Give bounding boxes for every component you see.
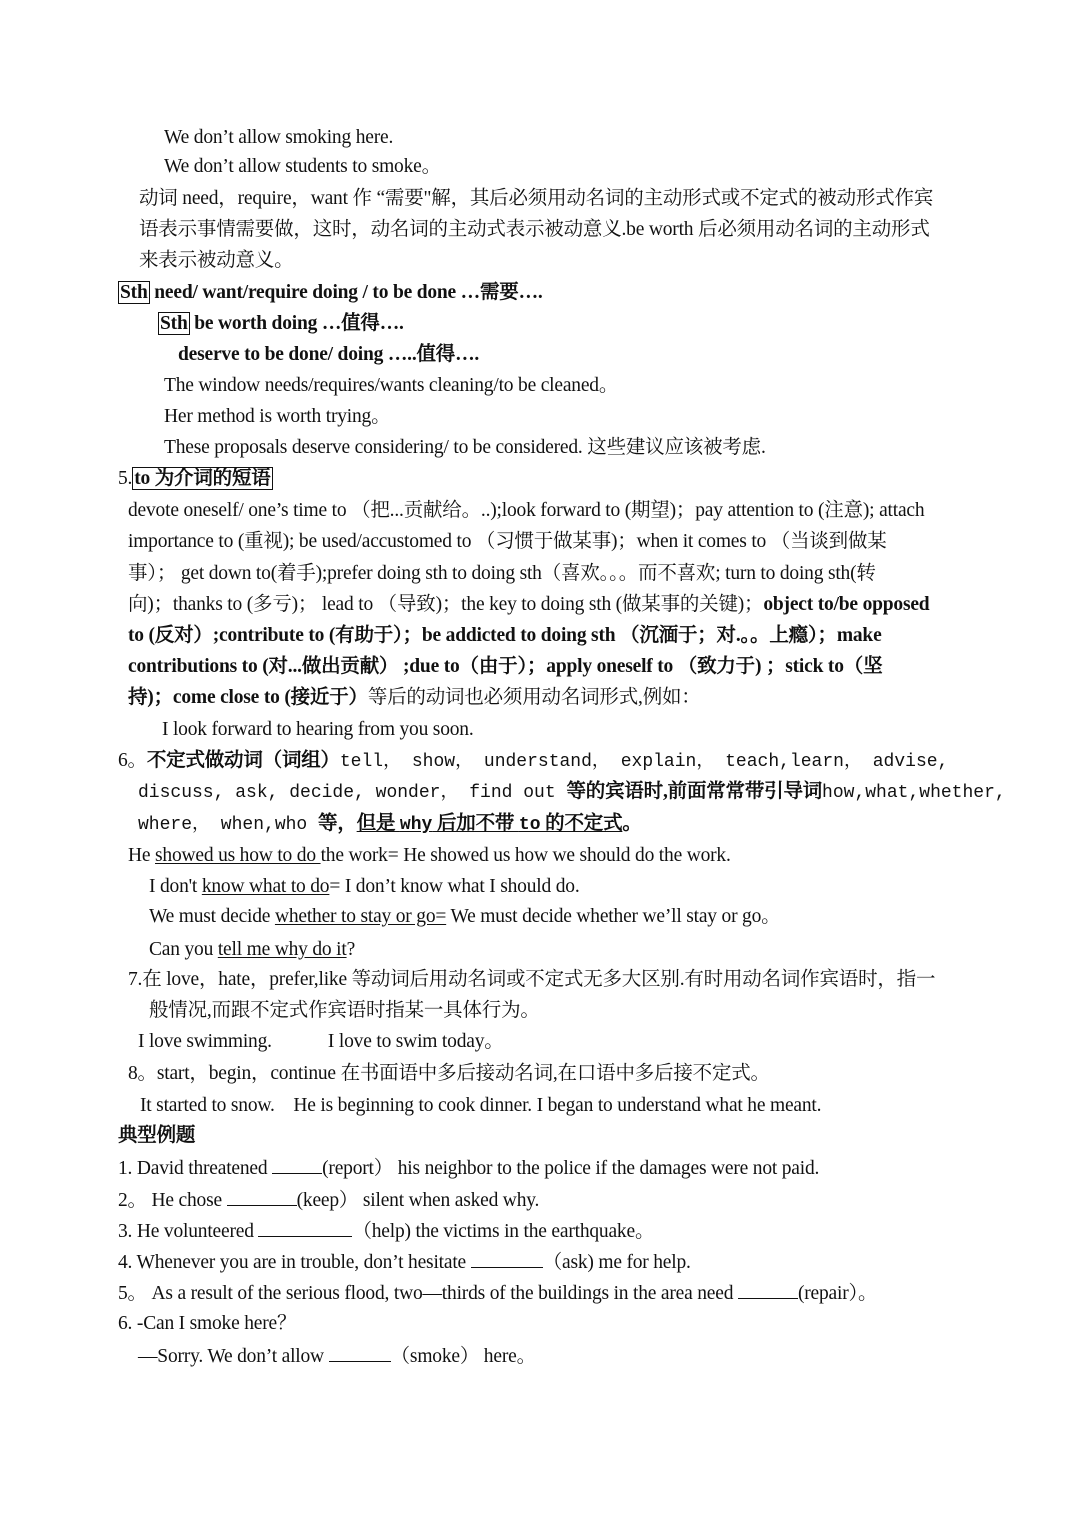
text-run: 2。 He chose bbox=[118, 1190, 227, 1211]
text-run: (report） his neighbor to the police if the damages were not paid. bbox=[322, 1158, 820, 1179]
paragraph-line: 8。start，begin，continue 在书面语中多后接动名词,在口语中多后接不定式。 bbox=[128, 1063, 770, 1084]
paragraph-line: 语表示事情需要做，这时，动名词的主动式表示被动意义.be worth 后必须用动名词的主动形式 bbox=[139, 219, 930, 240]
section-number: 5. bbox=[118, 468, 133, 489]
mono-run: why bbox=[399, 815, 433, 835]
text-run: ? bbox=[346, 939, 356, 960]
text-run: the work= He showed us how we should do the work. bbox=[320, 845, 731, 866]
mono-run: tell， show， understand， explain， teach,learn， advise, bbox=[339, 752, 949, 772]
question-2 bbox=[118, 1187, 539, 1213]
section-number: 6。 bbox=[118, 750, 147, 771]
section-6-line-1 bbox=[118, 749, 948, 774]
paragraph-line: 动词 need，require，want 作 “需要"解，其后必须用动名词的主动形式或不定式的被动形式作宾 bbox=[139, 188, 934, 209]
text-run: 向)；thanks to (多亏)； lead to （导致)；the key to doing sth (做某事的关键)； bbox=[128, 594, 764, 615]
bold-run: 等， bbox=[318, 813, 357, 834]
pattern-need bbox=[118, 281, 543, 305]
answer-blank[interactable] bbox=[329, 1343, 391, 1362]
paragraph-line: 来表示被动意义。 bbox=[139, 250, 294, 271]
underlined-rule bbox=[357, 813, 623, 834]
pattern-worth bbox=[158, 312, 404, 336]
paragraph-line: devote oneself/ one’s time to （把...贡献给。..);look forward to (期望)；pay attention to (注意); attach bbox=[128, 500, 925, 521]
bold-run: 等的宾语时,前面常常带引导词 bbox=[566, 781, 823, 802]
examples-heading: 典型例题 bbox=[118, 1125, 196, 1146]
question-3 bbox=[118, 1218, 654, 1244]
text-run: 5。 As a result of the serious flood, two—thirds of the buildings in the area need bbox=[118, 1283, 738, 1304]
answer-blank[interactable] bbox=[227, 1187, 297, 1206]
section-6-line-2 bbox=[138, 780, 1006, 805]
sth-box: Sth bbox=[160, 313, 188, 334]
text-run: 3. He volunteered bbox=[118, 1221, 259, 1242]
example-sentence bbox=[128, 844, 731, 868]
underlined-run: whether to stay or go= bbox=[274, 906, 447, 927]
text-run: 4. Whenever you are in trouble, don’t hesitate bbox=[118, 1252, 471, 1273]
answer-blank[interactable] bbox=[258, 1218, 352, 1237]
paragraph-line bbox=[128, 686, 701, 710]
paragraph-line: contributions to (对...做出贡献） ;due to（由于）；apply oneself to （致力于) ；stick to（坚 bbox=[128, 656, 883, 677]
mono-run: to bbox=[518, 815, 541, 835]
paragraph-line: to (反对）;contribute to (有助于）；be addicted to doing sth （沉湎于；对.。。上瘾）；make bbox=[128, 625, 882, 646]
text-run: 。 bbox=[622, 813, 642, 834]
section-5-heading bbox=[118, 467, 273, 491]
text-run: 1. David threatened bbox=[118, 1158, 273, 1179]
text-run: 的不定式 bbox=[540, 813, 623, 834]
question-6: 6. -Can I smoke here？ bbox=[118, 1313, 297, 1334]
text-run: We must decide bbox=[149, 906, 275, 927]
section-title-box: to 为介词的短语 bbox=[134, 468, 271, 489]
sth-box: Sth bbox=[120, 282, 148, 303]
text-run: I don't bbox=[149, 876, 202, 897]
question-1 bbox=[118, 1155, 819, 1181]
text-run: 等后的动词也必须用动名词形式,例如： bbox=[367, 687, 701, 708]
paragraph-line: 般情况,而跟不定式作宾语时指某一具体行为。 bbox=[149, 1000, 540, 1021]
text-run: We must decide whether we’ll stay or go。 bbox=[446, 906, 781, 927]
paragraph-line: 事）； get down to(着手);prefer doing sth to doing sth（喜欢。。。而不喜欢; turn to doing sth(转 bbox=[128, 563, 876, 584]
text-run: （help) the victims in the earthquake。 bbox=[352, 1221, 655, 1242]
underlined-run: showed us how to do bbox=[155, 845, 321, 866]
example-sentence: It started to snow. He is beginning to cook dinner. I began to understand what he meant. bbox=[140, 1095, 822, 1116]
example-sentence: Her method is worth trying。 bbox=[164, 406, 391, 427]
text-run: (repair）。 bbox=[797, 1283, 878, 1304]
answer-blank[interactable] bbox=[272, 1155, 322, 1174]
mono-run: discuss, ask, decide, wonder， find out bbox=[138, 783, 567, 803]
text-run: 后加不带 bbox=[432, 813, 519, 834]
text-run: （ask) me for help. bbox=[542, 1252, 691, 1273]
example-sentence: These proposals deserve considering/ to be considered. 这些建议应该被考虑. bbox=[164, 437, 766, 458]
pattern-deserve: deserve to be done/ doing …..值得…. bbox=[178, 344, 480, 365]
mono-run: where， when,who bbox=[138, 815, 319, 835]
paragraph-line bbox=[128, 593, 929, 617]
bold-run: 持)；come close to (接近于） bbox=[128, 687, 368, 708]
example-sentence bbox=[149, 905, 780, 929]
text-run: （smoke） here。 bbox=[390, 1346, 536, 1367]
mono-run: how,what,whether, bbox=[822, 783, 1006, 803]
example-sentence: I look forward to hearing from you soon. bbox=[162, 719, 474, 740]
section-6-line-3 bbox=[138, 812, 642, 837]
question-5 bbox=[118, 1280, 877, 1306]
bold-run: 不定式做动词（词组） bbox=[146, 750, 340, 771]
question-4 bbox=[118, 1249, 691, 1275]
answer-blank[interactable] bbox=[738, 1280, 798, 1299]
bold-run: object to/be opposed bbox=[763, 594, 930, 615]
example-sentence: The window needs/requires/wants cleaning/to be cleaned。 bbox=[164, 375, 619, 396]
text-run: (keep） silent when asked why. bbox=[296, 1190, 540, 1211]
text-run: He bbox=[128, 845, 156, 866]
answer-blank[interactable] bbox=[471, 1249, 543, 1268]
paragraph-line: 7.在 love，hate，prefer,like 等动词后用动名词或不定式无多大区别.有时用动名词作宾语时，指一 bbox=[128, 969, 936, 990]
pattern-text: be worth doing …值得…. bbox=[189, 313, 404, 334]
paragraph-line: importance to (重视); be used/accustomed to （习惯于做某事)；when it comes to （当谈到做某 bbox=[128, 531, 887, 552]
example-sentence: We don’t allow smoking here. bbox=[164, 127, 394, 148]
example-sentence: I love swimming. I love to swim today。 bbox=[138, 1031, 504, 1052]
example-sentence: We don’t allow students to smoke。 bbox=[164, 156, 441, 177]
example-sentence bbox=[149, 875, 580, 899]
example-sentence bbox=[149, 938, 355, 962]
pattern-text: need/ want/require doing / to be done …需要…. bbox=[149, 282, 543, 303]
text-run: Can you bbox=[149, 939, 218, 960]
question-6-reply bbox=[138, 1343, 536, 1369]
text-run: 但是 bbox=[356, 813, 400, 834]
text-run: —Sorry. We don’t allow bbox=[138, 1346, 329, 1367]
underlined-run: tell me why do it bbox=[217, 939, 347, 960]
text-run: = I don’t know what I should do. bbox=[329, 876, 580, 897]
underlined-run: know what to do bbox=[201, 876, 330, 897]
